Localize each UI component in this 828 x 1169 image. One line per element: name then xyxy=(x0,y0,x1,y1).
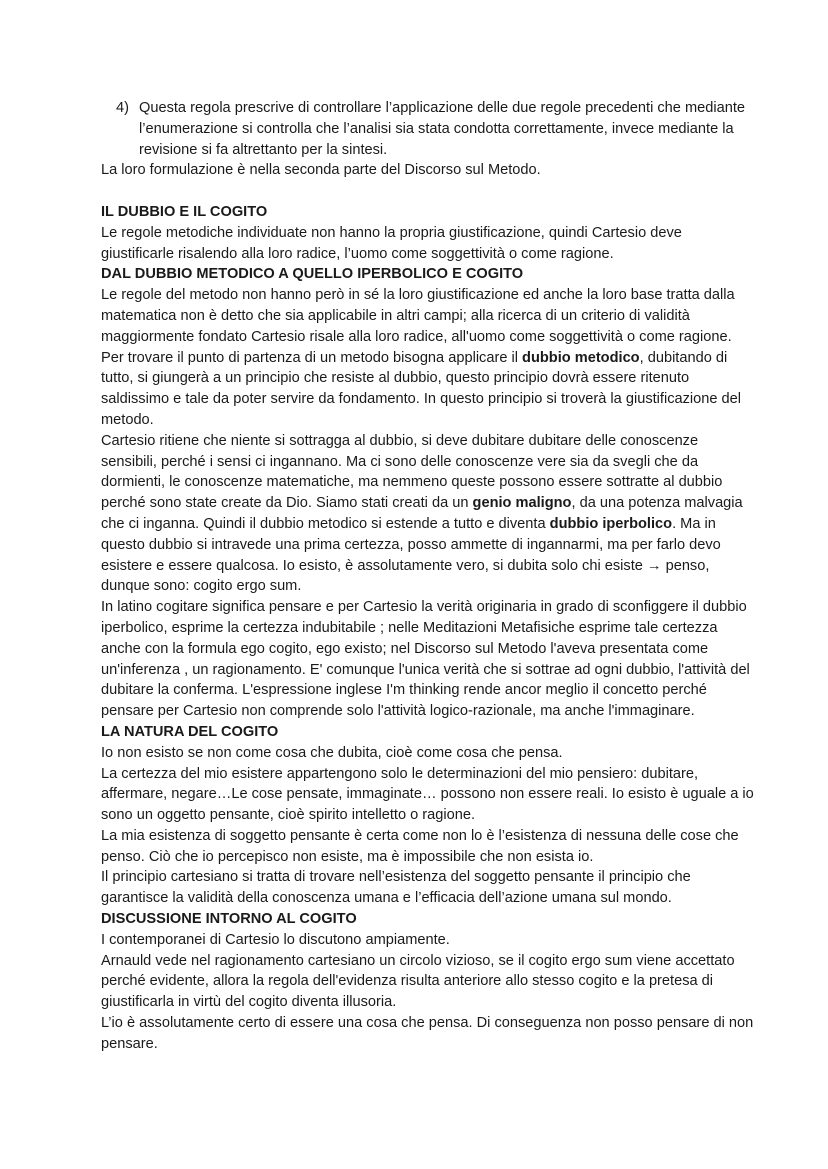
paragraph: I contemporanei di Cartesio lo discutono ampiamente. xyxy=(101,931,450,948)
paragraph: Cartesio ritiene che niente si sottragga al dubbio, si deve dubitare dubitare delle conoscenze sensibili, perché i sensi ci ingannano. Ma ci sono delle conoscenze vere sia da svegli che da dormienti, le conoscenze matematiche, ma nemmeno queste possono essere sottratte al dubbio perché sono state create da Dio. Siamo stati creati da un genio maligno, da una potenza malvagia che ci inganna. Quindi il dubbio metodico si estende a tutto e diventa dubbio iperbolico. Ma in questo dubbio si intravede una prima certezza, posso ammette di ingannarmi, ma per farlo devo esistere e essere qualcosa. Io esisto, è assolutamente vero, si dubita solo chi esiste → penso, dunque sono: cogito ergo sum. xyxy=(101,432,743,595)
bold-term: genio maligno xyxy=(472,495,572,512)
paragraph: La mia esistenza di soggetto pensante è certa come non lo è l’esistenza di nessuna delle cose che penso. Ciò che io percepisco non esiste, ma è impossibile che non esista io. xyxy=(101,827,739,865)
paragraph: Io non esisto se non come cosa che dubita, cioè come cosa che pensa. xyxy=(101,744,563,761)
bold-term: dubbio metodico xyxy=(522,349,640,366)
paragraph: La certezza del mio esistere appartengono solo le determinazioni del mio pensiero: dubitare, affermare, negare…Le cose pensate, immaginate… possono non essere reali. Io esisto è uguale a io sono un oggetto pensante, cioè spirito intelletto o ragione. xyxy=(101,765,754,824)
heading-discussione-cogito: DISCUSSIONE INTORNO AL COGITO xyxy=(101,911,357,928)
paragraph: Le regole del metodo non hanno però in sé la loro giustificazione ed anche la loro base tratta dalla matematica non è detto che sia applicabile in altri campi; alla ricerca di un criterio di validità maggiormente fondato Cartesio risale alla loro radice, all'uomo come soggettività o come ragione. Per trovare il punto di partenza di un metodo bisogna applicare il dubbio metodico, dubitando di tutto, si giungerà a un principio che resiste al dubbio, questo principio dovrà essere ritenuto saldissimo e tale da poter servire da fondamento. In questo principio si troverà la giustificazione del metodo. xyxy=(101,287,742,428)
list-item-text: Questa regola prescrive di controllare l’applicazione delle due regole precedenti che mediante l’enumerazione si controlla che l’analisi sia stata condotta correttamente, invece mediante la revisione si fa altrettanto per la sintesi. xyxy=(139,100,746,158)
list-number: 4) xyxy=(116,100,129,116)
paragraph: Arnauld vede nel ragionamento cartesiano un circolo vizioso, se il cogito ergo sum viene accettato perché evidente, allora la regola dell'evidenza risulta anteriore allo stesso cogito e la pretesa di giustificarla in virtù del cogito diventa illusoria. xyxy=(101,952,735,1011)
heading-natura-cogito: LA NATURA DEL COGITO xyxy=(101,723,279,740)
intro-closing-paragraph: La loro formulazione è nella seconda parte del Discorso sul Metodo. xyxy=(101,162,541,179)
heading-dubbio-metodico: DAL DUBBIO METODICO A QUELLO IPERBOLICO E COGITO xyxy=(101,266,524,283)
paragraph: L’io è assolutamente certo di essere una cosa che pensa. Di conseguenza non posso pensare di non pensare. xyxy=(101,1015,754,1052)
section-gap xyxy=(101,181,758,202)
paragraph: In latino cogitare significa pensare e per Cartesio la verità originaria in grado di sconfiggere il dubbio iperbolico, esprime la certezza indubitabile ; nelle Meditazioni Metafisiche esprime tale certezza anche con la formula ego cogito, ego existo; nel Discorso sul Metodo l'aveva presentata come un'inferenza , un ragionamento. E' comunque l'unica verità che si sottrae ad ogni dubbio, l'attività del dubitare la conferma. L'espressione inglese I'm thinking rende ancor meglio il concetto perché pensare per Cartesio non comprende solo l'attività logico-razionale, ma anche l'immaginare. xyxy=(101,599,750,720)
paragraph: Le regole metodiche individuate non hanno la propria giustificazione, quindi Cartesio deve giustificarle risalendo alla loro radice, l’uomo come soggettività o come ragione. xyxy=(101,224,682,262)
numbered-list-item xyxy=(101,98,758,160)
paragraph: Il principio cartesiano si tratta di trovare nell’esistenza del soggetto pensante il principio che garantisce la validità della conoscenza umana e l’efficacia dell’azione umana sul mondo. xyxy=(101,869,691,907)
bold-term: dubbio iperbolico xyxy=(549,515,673,532)
heading-dubbio-cogito: IL DUBBIO E IL COGITO xyxy=(101,203,268,220)
